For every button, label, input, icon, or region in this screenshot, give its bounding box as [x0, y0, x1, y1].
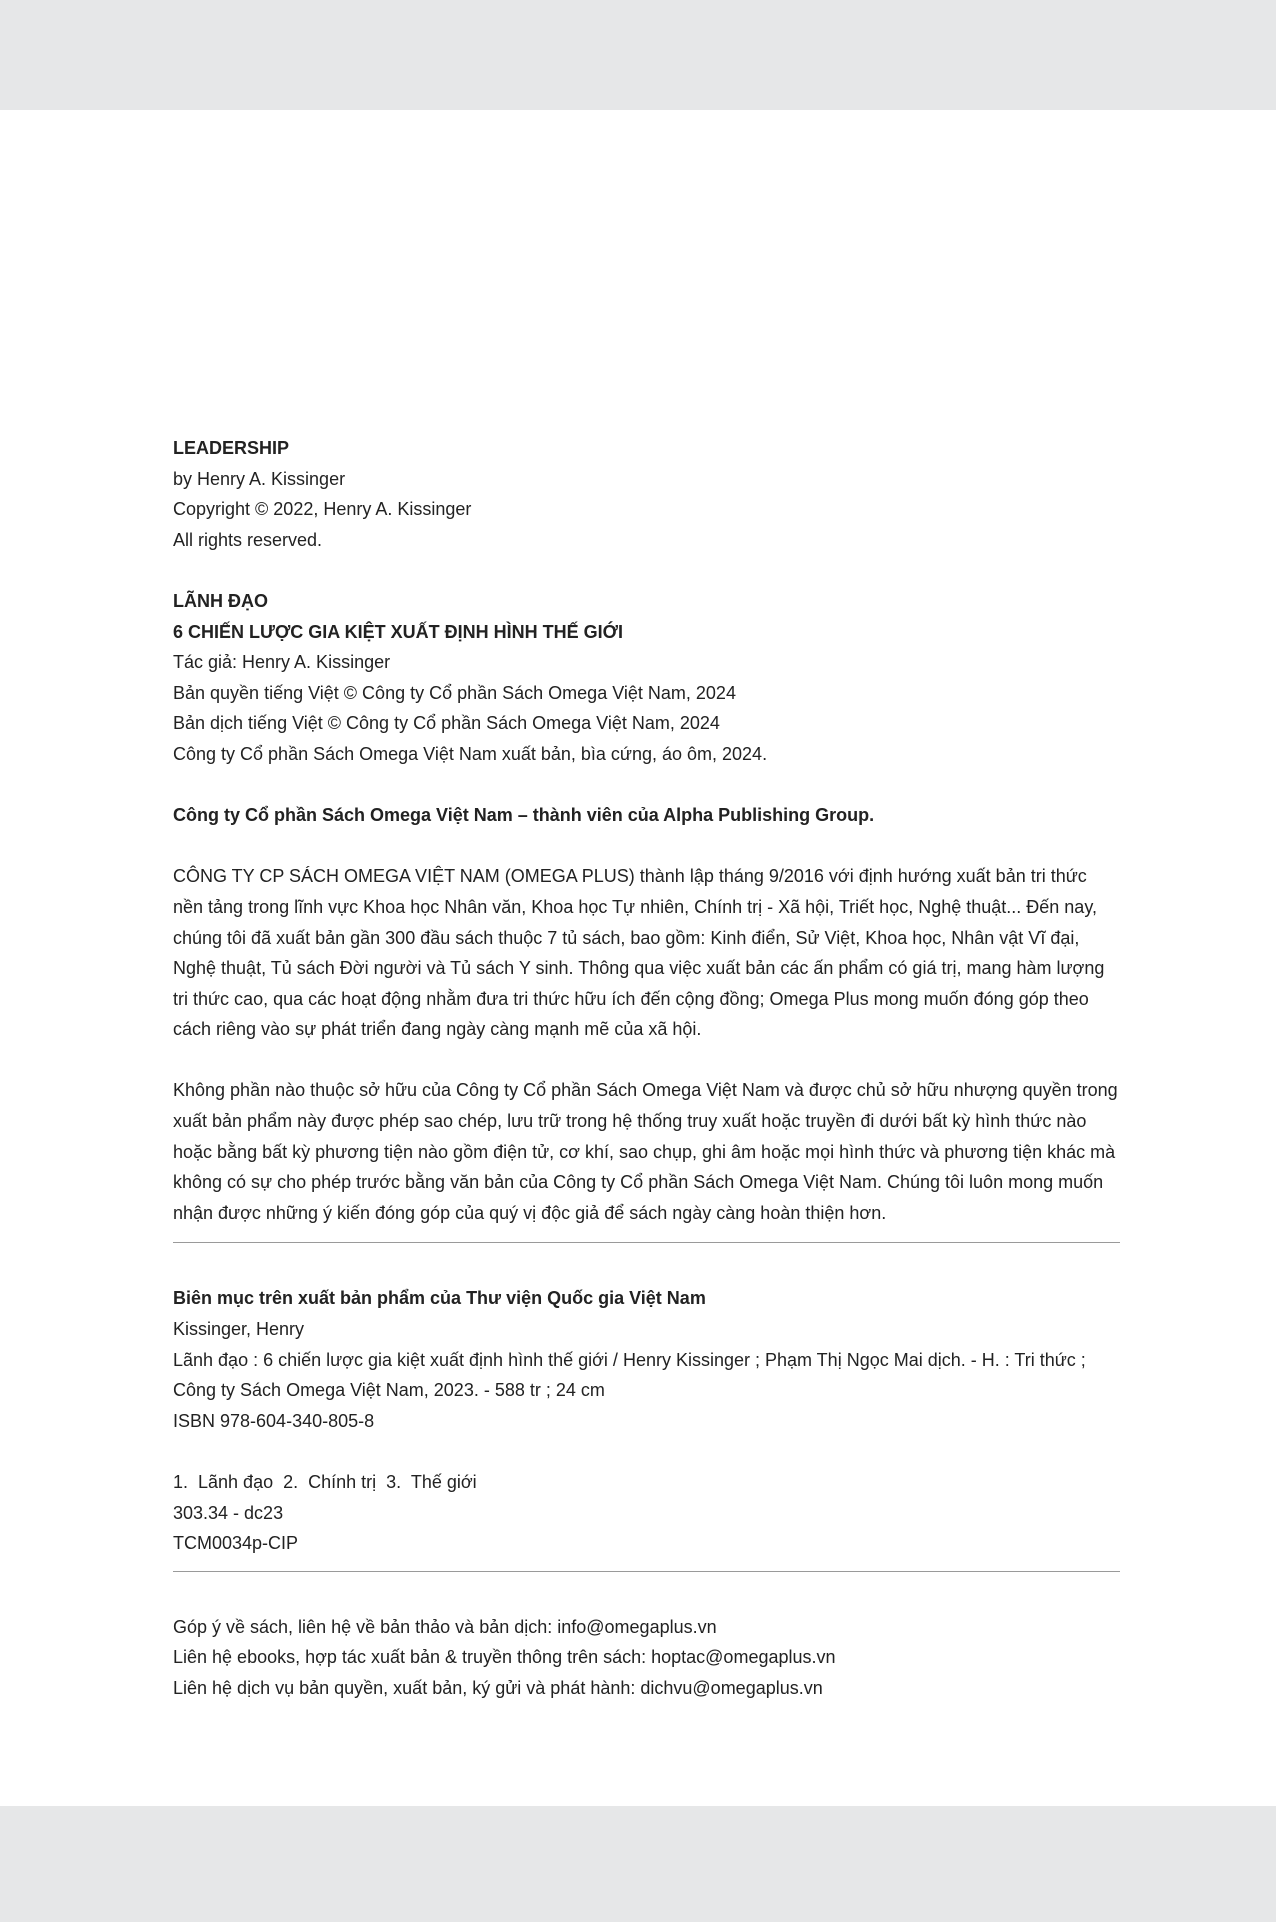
- translation-copyright: Bản dịch tiếng Việt © Công ty Cổ phần Sách Omega Việt Nam, 2024: [173, 713, 720, 734]
- original-edition-block: [173, 433, 1120, 555]
- cip-author: Kissinger, Henry: [173, 1319, 305, 1340]
- contacts-block: [173, 1572, 1120, 1704]
- spacer: [173, 1045, 1120, 1076]
- cip-code: TCM0034p-CIP: [173, 1533, 299, 1554]
- cip-block: [173, 1243, 1120, 1558]
- cip-heading: Biên mục trên xuất bản phẩm của Thư viện Quốc gia Việt Nam: [173, 1288, 706, 1309]
- vietnamese-copyright: Bản quyền tiếng Việt © Công ty Cổ phần Sách Omega Việt Nam, 2024: [173, 682, 736, 703]
- contact-services: Liên hệ dịch vụ bản quyền, xuất bản, ký gửi và phát hành: dichvu@omegaplus.vn: [173, 1677, 823, 1698]
- cip-classification: 303.34 - dc23: [173, 1502, 284, 1523]
- contact-feedback: Góp ý về sách, liên hệ về bản thảo và bản dịch: info@omegaplus.vn: [173, 1616, 717, 1637]
- vietnamese-title: LÃNH ĐẠO: [173, 590, 268, 611]
- copyright-page: [0, 110, 1276, 1806]
- cip-entry-line-1: Lãnh đạo : 6 chiến lược gia kiệt xuất định hình thế giới / Henry Kissinger ; Phạm Thị Ngọc Mai dịch. - H. : Tri thức ;: [173, 1349, 1086, 1370]
- spacer: [173, 770, 1120, 801]
- cip-subjects: 1. Lãnh đạo 2. Chính trị 3. Thế giới: [173, 1472, 477, 1492]
- original-author: by Henry A. Kissinger: [173, 468, 346, 489]
- original-title: LEADERSHIP: [173, 438, 290, 458]
- colophon: [173, 433, 1120, 1704]
- vietnamese-edition-block: [173, 586, 1120, 770]
- edition-info: Công ty Cổ phần Sách Omega Việt Nam xuất bản, bìa cứng, áo ôm, 2024.: [173, 743, 768, 764]
- spacer: [173, 555, 1120, 586]
- cip-entry-line-2: Công ty Sách Omega Việt Nam, 2023. - 588 tr ; 24 cm: [173, 1380, 605, 1401]
- spacer: [173, 1436, 1120, 1467]
- vietnamese-author: Tác giả: Henry A. Kissinger: [173, 652, 391, 673]
- spacer: [173, 831, 1120, 862]
- original-rights: All rights reserved.: [173, 529, 323, 550]
- vietnamese-subtitle: 6 CHIẾN LƯỢC GIA KIỆT XUẤT ĐỊNH HÌNH THẾ GIỚI: [173, 621, 623, 642]
- rights-paragraph: Không phần nào thuộc sở hữu của Công ty Cổ phần Sách Omega Việt Nam và được chủ sở hữu nhượng quyền trong xuất bản phẩm này được phép sao chép, lưu trữ trong hệ thống truy xuất hoặc truyền đi dưới bất kỳ hình thức nào hoặc bằng bất kỳ phương tiện nào gồm điện tử, cơ khí, sao chụp, ghi âm hoặc mọi hình thức và phương tiện khác mà không có sự cho phép trước bằng văn bản của Công ty Cổ phần Sách Omega Việt Nam. Chúng tôi luôn mong muốn nhận được những ý kiến đóng góp của quý vị độc giả để sách ngày càng hoàn thiện hơn.: [173, 1080, 1118, 1223]
- original-copyright: Copyright © 2022, Henry A. Kissinger: [173, 499, 472, 520]
- cip-isbn: ISBN 978-604-340-805-8: [173, 1410, 375, 1431]
- about-paragraph: CÔNG TY CP SÁCH OMEGA VIỆT NAM (OMEGA PLUS) thành lập tháng 9/2016 với định hướng xuất bản tri thức nền tảng trong lĩnh vực Khoa học Nhân văn, Khoa học Tự nhiên, Chính trị - Xã hội, Triết học, Nghệ thuật... Đến nay, chúng tôi đã xuất bản gần 300 đầu sách thuộc 7 tủ sách, bao gồm: Kinh điển, Sử Việt, Khoa học, Nhân vật Vĩ đại, Nghệ thuật, Tủ sách Đời người và Tủ sách Y sinh. Thông qua việc xuất bản các ấn phẩm có giá trị, mang hàm lượng tri thức cao, qua các hoạt động nhằm đưa tri thức hữu ích đến cộng đồng; Omega Plus mong muốn đóng góp theo cách riêng vào sự phát triển đang ngày càng mạnh mẽ của xã hội.: [173, 866, 1105, 1040]
- contact-ebooks: Liên hệ ebooks, hợp tác xuất bản & truyền thông trên sách: hoptac@omegaplus.vn: [173, 1647, 836, 1668]
- member-note: Công ty Cổ phần Sách Omega Việt Nam – thành viên của Alpha Publishing Group.: [173, 805, 875, 826]
